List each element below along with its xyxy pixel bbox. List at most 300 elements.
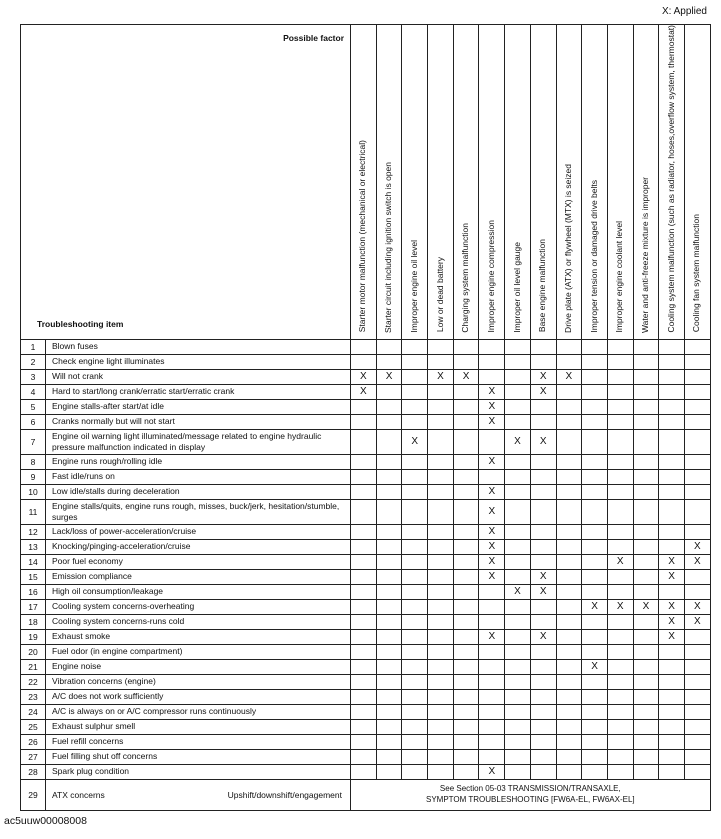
empty-cell [607,484,633,499]
empty-cell [402,599,428,614]
subitem-label: Upshift/downshift/engagement [227,789,342,800]
empty-cell [479,704,505,719]
empty-cell [582,734,608,749]
empty-cell [530,539,556,554]
empty-cell [428,659,454,674]
empty-cell [582,469,608,484]
row-number: 15 [21,569,46,584]
empty-cell [479,469,505,484]
empty-cell [684,569,710,584]
empty-cell [530,764,556,779]
troubleshooting-item: A/C is always on or A/C compressor runs continuously [46,704,351,719]
empty-cell [582,764,608,779]
empty-cell [453,599,479,614]
row-number: 4 [21,384,46,399]
empty-cell [351,429,377,454]
table-row [21,554,711,569]
empty-cell [428,674,454,689]
empty-cell [556,429,582,454]
empty-cell [582,414,608,429]
empty-cell [633,384,659,399]
empty-cell [479,734,505,749]
empty-cell [556,414,582,429]
troubleshooting-item: Fuel odor (in engine compartment) [46,644,351,659]
empty-cell [556,454,582,469]
empty-cell [428,704,454,719]
empty-cell [505,469,531,484]
applied-mark: X [530,384,556,399]
row-number: 5 [21,399,46,414]
empty-cell [633,629,659,644]
empty-cell [402,674,428,689]
empty-cell [479,644,505,659]
table-row [21,599,711,614]
applied-mark: X [428,369,454,384]
empty-cell [633,569,659,584]
empty-cell [402,539,428,554]
empty-cell [530,354,556,369]
note-line: SYMPTOM TROUBLESHOOTING [FW6A-EL, FW6AX-EL] [426,794,635,804]
empty-cell [556,484,582,499]
troubleshooting-item: Fuel refill concerns [46,734,351,749]
empty-cell [659,719,685,734]
empty-cell [607,614,633,629]
empty-cell [607,414,633,429]
empty-cell [659,584,685,599]
factor-label: Water and anti-freeze mixture is improper [640,176,651,333]
applied-mark: X [479,554,505,569]
empty-cell [582,554,608,569]
empty-cell [530,524,556,539]
possible-factor-label: Possible factor [283,33,344,43]
empty-cell [351,554,377,569]
troubleshooting-item: Fuel filling shut off concerns [46,749,351,764]
troubleshooting-item: Blown fuses [46,339,351,354]
empty-cell [607,469,633,484]
factor-column-header [402,25,428,340]
factor-column-header [428,25,454,340]
empty-cell [530,554,556,569]
empty-cell [582,704,608,719]
troubleshooting-item: Lack/loss of power-acceleration/cruise [46,524,351,539]
row-number: 11 [21,499,46,524]
empty-cell [453,584,479,599]
empty-cell [530,659,556,674]
empty-cell [402,764,428,779]
empty-cell [376,704,402,719]
troubleshooting-item: A/C does not work sufficiently [46,689,351,704]
empty-cell [684,454,710,469]
empty-cell [607,659,633,674]
row-number: 12 [21,524,46,539]
empty-cell [351,614,377,629]
empty-cell [659,399,685,414]
empty-cell [556,469,582,484]
empty-cell [402,689,428,704]
empty-cell [376,554,402,569]
troubleshooting-item: Low idle/stalls during deceleration [46,484,351,499]
empty-cell [351,764,377,779]
empty-cell [505,659,531,674]
applied-mark: X [479,414,505,429]
troubleshooting-item: Exhaust sulphur smell [46,719,351,734]
empty-cell [633,399,659,414]
empty-cell [582,499,608,524]
applied-mark: X [530,369,556,384]
table-row [21,719,711,734]
applied-mark: X [479,484,505,499]
empty-cell [376,614,402,629]
empty-cell [505,384,531,399]
row-number: 21 [21,659,46,674]
empty-cell [428,569,454,584]
empty-cell [453,354,479,369]
table-corner-cell [21,25,351,340]
empty-cell [479,584,505,599]
row-number: 7 [21,429,46,454]
empty-cell [582,354,608,369]
empty-cell [505,499,531,524]
empty-cell [556,584,582,599]
empty-cell [684,399,710,414]
empty-cell [505,414,531,429]
empty-cell [530,674,556,689]
empty-cell [453,384,479,399]
empty-cell [351,659,377,674]
empty-cell [633,719,659,734]
empty-cell [607,734,633,749]
applied-mark: X [659,569,685,584]
table-row [21,674,711,689]
table-row [21,689,711,704]
empty-cell [376,764,402,779]
empty-cell [453,524,479,539]
empty-cell [376,384,402,399]
row-number: 16 [21,584,46,599]
empty-cell [633,584,659,599]
empty-cell [659,674,685,689]
empty-cell [556,659,582,674]
empty-cell [530,719,556,734]
empty-cell [351,484,377,499]
empty-cell [376,734,402,749]
empty-cell [530,469,556,484]
empty-cell [684,469,710,484]
empty-cell [607,764,633,779]
empty-cell [505,569,531,584]
empty-cell [556,629,582,644]
empty-cell [453,484,479,499]
factor-label: Improper engine oil level [408,239,419,333]
empty-cell [505,704,531,719]
empty-cell [505,354,531,369]
row-number: 10 [21,484,46,499]
empty-cell [556,554,582,569]
empty-cell [428,734,454,749]
empty-cell [659,704,685,719]
empty-cell [428,414,454,429]
empty-cell [659,484,685,499]
empty-cell [505,734,531,749]
factor-column-header [633,25,659,340]
empty-cell [556,719,582,734]
table-row [21,539,711,554]
table-row [21,399,711,414]
row-number: 28 [21,764,46,779]
applied-mark: X [479,539,505,554]
troubleshooting-item: Cranks normally but will not start [46,414,351,429]
empty-cell [479,339,505,354]
empty-cell [556,674,582,689]
table-row [21,369,711,384]
table-row [21,614,711,629]
applied-mark: X [684,539,710,554]
factor-column-header [659,25,685,340]
row-number: 6 [21,414,46,429]
empty-cell [479,689,505,704]
row-number: 20 [21,644,46,659]
empty-cell [582,384,608,399]
factor-column-header [530,25,556,340]
empty-cell [684,644,710,659]
factor-column-header [505,25,531,340]
table-row [21,499,711,524]
empty-cell [633,369,659,384]
empty-cell [582,369,608,384]
empty-cell [376,469,402,484]
empty-cell [556,689,582,704]
empty-cell [659,369,685,384]
troubleshooting-item: Cooling system concerns-overheating [46,599,351,614]
empty-cell [376,689,402,704]
empty-cell [428,429,454,454]
troubleshooting-item: Will not crank [46,369,351,384]
row-number: 8 [21,454,46,469]
applied-mark: X [530,429,556,454]
empty-cell [556,399,582,414]
empty-cell [530,484,556,499]
empty-cell [684,659,710,674]
factor-label: Charging system malfunction [460,222,471,333]
empty-cell [453,704,479,719]
empty-cell [402,499,428,524]
empty-cell [530,414,556,429]
empty-cell [351,719,377,734]
empty-cell [402,384,428,399]
empty-cell [453,629,479,644]
row-number: 13 [21,539,46,554]
empty-cell [505,629,531,644]
empty-cell [530,749,556,764]
applied-mark: X [479,524,505,539]
applied-mark: X [556,369,582,384]
empty-cell [607,354,633,369]
empty-cell [351,689,377,704]
empty-cell [633,414,659,429]
empty-cell [530,339,556,354]
empty-cell [607,339,633,354]
empty-cell [402,469,428,484]
empty-cell [428,499,454,524]
empty-cell [428,539,454,554]
table-row [21,339,711,354]
empty-cell [453,569,479,584]
empty-cell [351,414,377,429]
empty-cell [659,354,685,369]
empty-cell [582,584,608,599]
row-number: 26 [21,734,46,749]
empty-cell [659,689,685,704]
empty-cell [505,764,531,779]
empty-cell [659,749,685,764]
empty-cell [428,399,454,414]
empty-cell [453,429,479,454]
factor-column-header [607,25,633,340]
empty-cell [402,734,428,749]
empty-cell [505,369,531,384]
troubleshooting-item: Cooling system concerns-runs cold [46,614,351,629]
empty-cell [428,384,454,399]
factor-column-header [453,25,479,340]
table-row [21,584,711,599]
empty-cell [376,429,402,454]
empty-cell [607,429,633,454]
empty-cell [479,369,505,384]
empty-cell [453,339,479,354]
empty-cell [351,749,377,764]
empty-cell [402,354,428,369]
applied-mark: X [582,599,608,614]
empty-cell [684,764,710,779]
empty-cell [453,539,479,554]
empty-cell [428,629,454,644]
empty-cell [633,499,659,524]
empty-cell [633,734,659,749]
empty-cell [505,454,531,469]
factor-column-header [684,25,710,340]
applied-mark: X [376,369,402,384]
empty-cell [376,399,402,414]
empty-cell [351,469,377,484]
row-number: 27 [21,749,46,764]
table-row [21,749,711,764]
empty-cell [530,499,556,524]
row-number: 29 [21,779,46,810]
empty-cell [428,689,454,704]
empty-cell [479,674,505,689]
empty-cell [607,499,633,524]
empty-cell [505,674,531,689]
empty-cell [633,659,659,674]
empty-cell [530,599,556,614]
empty-cell [428,584,454,599]
empty-cell [351,644,377,659]
empty-cell [659,644,685,659]
empty-cell [659,469,685,484]
empty-cell [684,369,710,384]
row-number: 3 [21,369,46,384]
troubleshooting-item-label: Troubleshooting item [37,318,124,329]
empty-cell [607,629,633,644]
empty-cell [428,354,454,369]
troubleshooting-item: Spark plug condition [46,764,351,779]
row-number: 9 [21,469,46,484]
applied-mark: X [684,614,710,629]
troubleshooting-item: Hard to start/long crank/erratic start/erratic crank [46,384,351,399]
empty-cell [351,499,377,524]
empty-cell [453,734,479,749]
factor-header-row [21,25,711,340]
troubleshooting-item [46,779,351,810]
empty-cell [453,499,479,524]
empty-cell [607,384,633,399]
empty-cell [376,629,402,644]
note-line: See Section 05-03 TRANSMISSION/TRANSAXLE, [439,784,621,794]
troubleshooting-item: Exhaust smoke [46,629,351,644]
empty-cell [607,524,633,539]
applied-mark: X [530,629,556,644]
empty-cell [376,569,402,584]
empty-cell [376,719,402,734]
troubleshooting-item: High oil consumption/leakage [46,584,351,599]
factor-label: Improper engine coolant level [614,221,625,333]
empty-cell [351,674,377,689]
empty-cell [505,719,531,734]
empty-cell [453,674,479,689]
factor-column-header [351,25,377,340]
empty-cell [556,539,582,554]
empty-cell [607,719,633,734]
empty-cell [428,484,454,499]
empty-cell [376,659,402,674]
empty-cell [505,399,531,414]
empty-cell [607,454,633,469]
empty-cell [453,764,479,779]
empty-cell [633,524,659,539]
applied-mark: X [659,554,685,569]
applied-mark: X [607,599,633,614]
empty-cell [633,454,659,469]
empty-cell [505,539,531,554]
empty-cell [479,659,505,674]
applied-mark: X [453,369,479,384]
see-section-note [351,779,711,810]
empty-cell [633,749,659,764]
empty-cell [633,354,659,369]
empty-cell [633,764,659,779]
table-row [21,354,711,369]
empty-cell [402,524,428,539]
applied-mark: X [479,569,505,584]
row-number: 24 [21,704,46,719]
factor-label: Improper oil level gauge [511,241,522,333]
table-row [21,779,711,810]
empty-cell [351,704,377,719]
table-row [21,524,711,539]
troubleshooting-item: Vibration concerns (engine) [46,674,351,689]
factor-column-header [582,25,608,340]
empty-cell [376,499,402,524]
factor-column-header [376,25,402,340]
empty-cell [402,414,428,429]
table-row [21,734,711,749]
empty-cell [505,554,531,569]
applied-mark: X [659,614,685,629]
troubleshooting-item: Fast idle/runs on [46,469,351,484]
empty-cell [376,749,402,764]
troubleshooting-table [20,24,711,811]
empty-cell [479,749,505,764]
